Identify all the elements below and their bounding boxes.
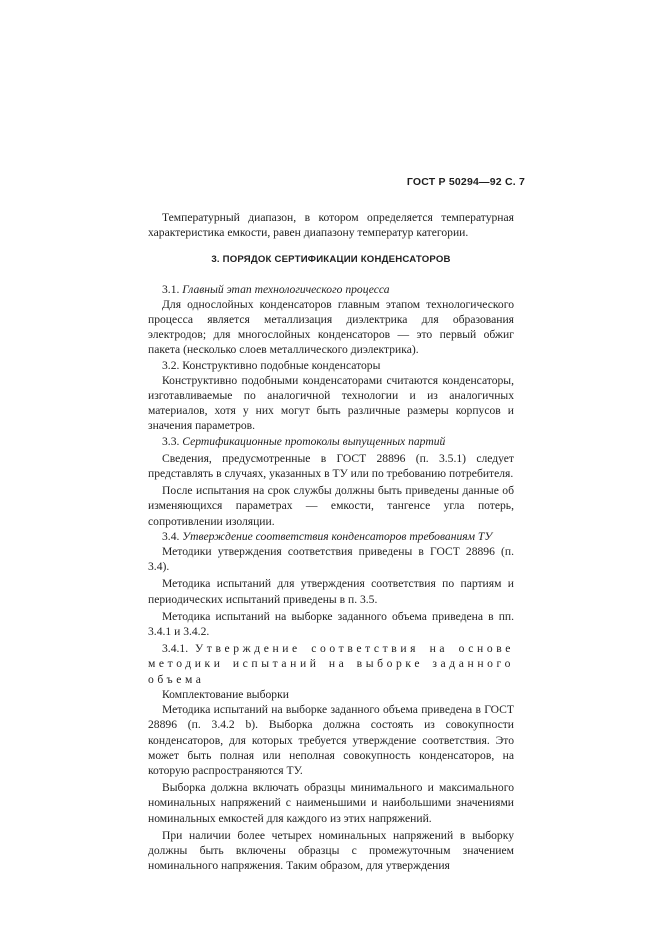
section-3-1-title: Главный этап технологического процесса xyxy=(182,282,390,296)
section-3-4-1-heading xyxy=(148,641,514,687)
section-3-4-1-number: 3.4.1. xyxy=(162,642,189,656)
section-3-4-1-text-3: При наличии более четырех номинальных напряжений в выборку должны быть включены образцы с промежуточным значением номинального напряжения. Таким образом, для утверждения xyxy=(148,828,514,873)
section-3-3-title: Сертификационные протоколы выпущенных партий xyxy=(182,434,446,448)
document-body xyxy=(148,210,514,873)
section-3-1-text: Для однослойных конденсаторов главным этапом технологического процесса является металлизация диэлектрика для образования электродов; для многослойных конденсаторов — это первый обжиг пакета (несколько слоев металлического диэлектрика). xyxy=(148,297,514,357)
section-3-4-text-1: Методики утверждения соответствия приведены в ГОСТ 28896 (п. 3.4). xyxy=(148,545,514,574)
section-3-4-heading xyxy=(148,529,514,544)
section-title: 3. ПОРЯДОК СЕРТИФИКАЦИИ КОНДЕНСАТОРОВ xyxy=(211,254,451,266)
section-3-4-1-text-1: Методика испытаний на выборке заданного объема приведена в ГОСТ 28896 (п. 3.4.2 b). Выборка должна состоять из совокупности конденсаторов, для которых требуется утверждение соответствия. Это может быть полная или неполная совокупность конденсаторов, на которую распространяются ТУ. xyxy=(148,703,514,777)
section-3-3-heading xyxy=(148,434,514,449)
page-header: ГОСТ Р 50294—92 С. 7 xyxy=(406,176,525,188)
section-3-4-1-text-2: Выборка должна включать образцы минимального и максимального номинальных напряжений с наименьшими и наибольшими значениями номинальных емкостей для каждого из этих напряжений. xyxy=(148,781,514,825)
section-3-3-number: 3.3. xyxy=(162,434,180,448)
section-3-2-text: Конструктивно подобными конденсаторами считаются конденсаторы, изготавливаемые по аналогичной технологии и из аналогичных материалов, хотя у них могут быть различные размеры корпусов и значения параметров. xyxy=(148,373,514,433)
section-3-3-text-1: Сведения, предусмотренные в ГОСТ 28896 (п. 3.5.1) следует представлять в случаях, указанных в ТУ или по требованию потребителя. xyxy=(148,451,514,481)
section-3-4-number: 3.4. xyxy=(162,529,180,543)
section-3-4-1-title: Утверждение соответствия на основе методики испытаний на выборке заданного объема xyxy=(148,642,514,686)
section-3-2-heading: 3.2. Конструктивно подобные конденсаторы xyxy=(162,358,381,372)
intro-paragraph: Температурный диапазон, в котором определяется температурная характеристика емкости, равен диапазону температур категории. xyxy=(148,211,514,240)
section-3-1-number: 3.1. xyxy=(162,282,180,296)
section-3-3-text-2: После испытания на срок службы должны быть приведены данные об изменяющихся параметрах — емкости, тангенсе угла потерь, сопротивлении изоляции. xyxy=(148,484,514,528)
section-3-4-title: Утверждение соответствия конденсаторов требованиям ТУ xyxy=(182,529,493,543)
section-3-1-heading xyxy=(148,282,514,297)
section-3-4-1-subheading: Комплектование выборки xyxy=(162,687,289,701)
section-3-4-text-2: Методика испытаний для утверждения соответствия по партиям и периодических испытаний приведены в п. 3.5. xyxy=(148,577,514,606)
section-3-4-text-3: Методика испытаний на выборке заданного объема приведена в пп. 3.4.1 и 3.4.2. xyxy=(148,609,514,639)
